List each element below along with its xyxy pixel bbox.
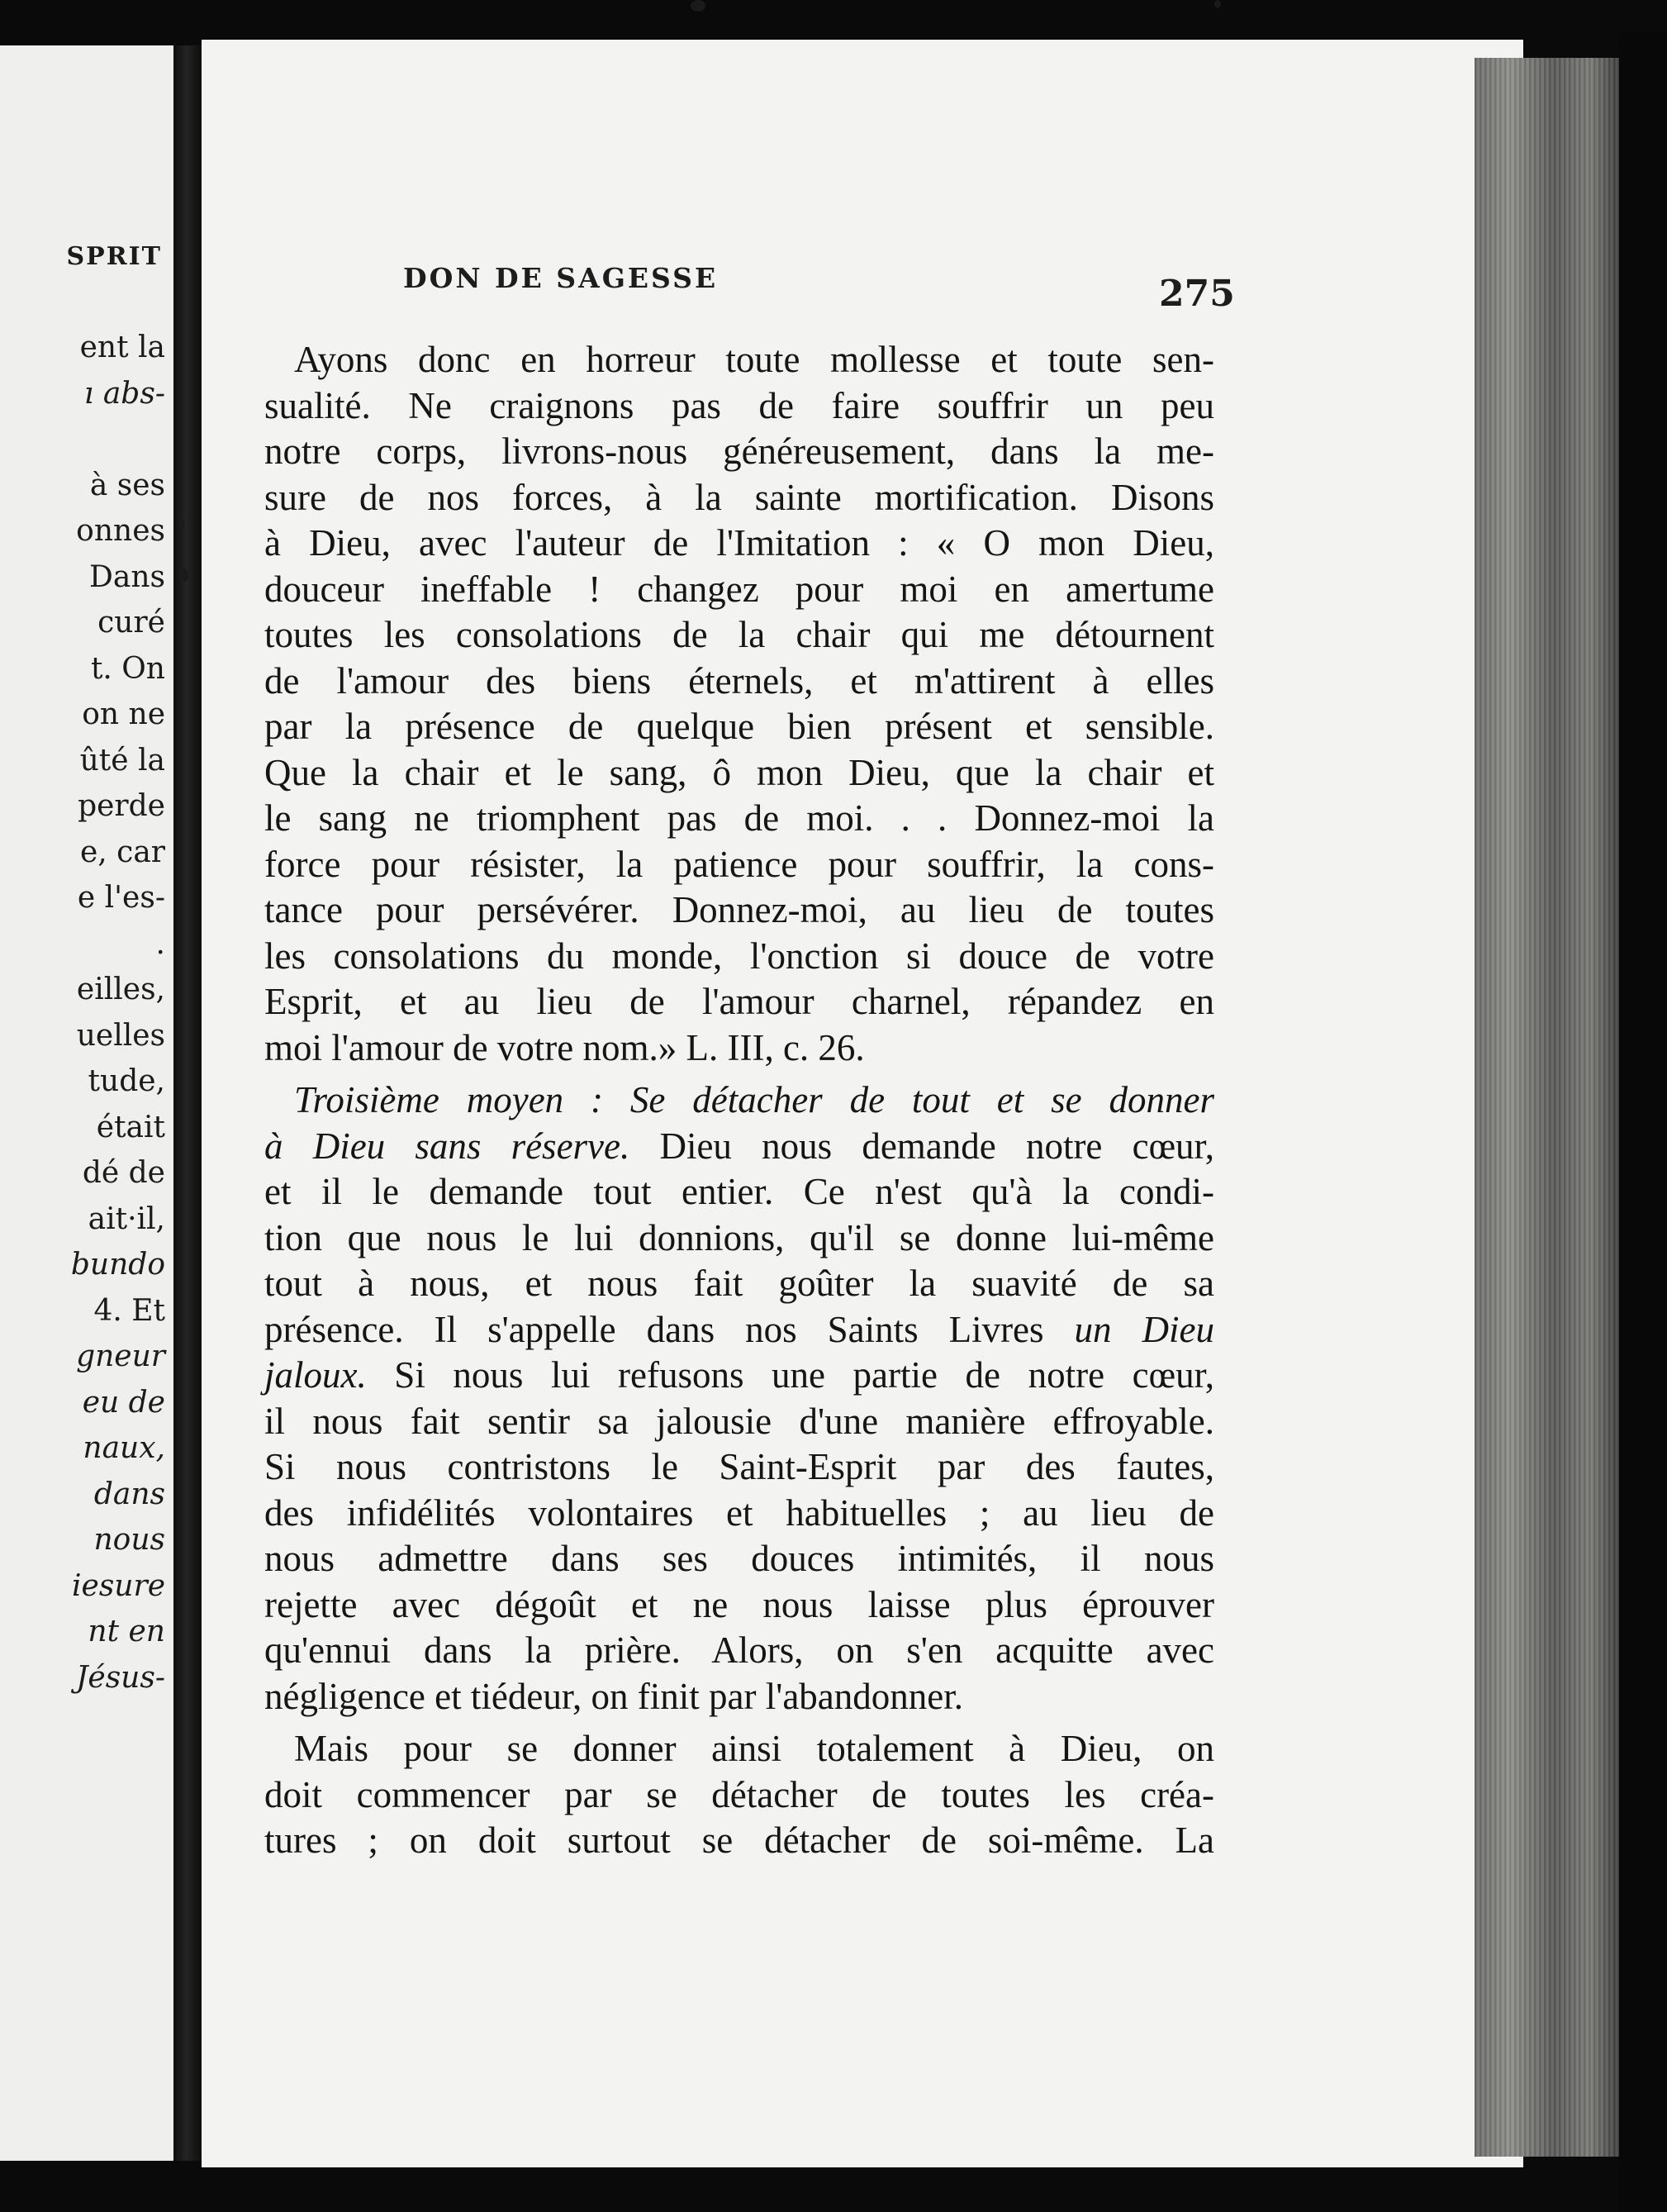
text-line: qu'ennui dans la prière. Alors, on s'en acquitte avec [264, 1629, 1214, 1671]
book-gutter [173, 45, 202, 2161]
text-line: doit commencer par se détacher de toutes les créa- [264, 1773, 1214, 1815]
text-line: force pour résister, la patience pour souffrir, la cons- [264, 843, 1214, 885]
previous-page-line: Dans [89, 559, 165, 594]
previous-page-line: ait·il, [88, 1201, 165, 1236]
text-line: notre corps, livrons-nous généreusement, dans la me- [264, 431, 1214, 472]
text-line: jaloux. Si nous lui refusons une partie de notre cœur, [264, 1354, 1214, 1396]
scan-border [1619, 33, 1667, 2212]
previous-page-line: onnes [76, 514, 165, 548]
previous-page-line: on ne [82, 697, 165, 731]
previous-page-line: uelles [76, 1018, 165, 1053]
paragraph-2-lines-b [264, 1399, 1214, 1720]
paragraph-1 [264, 337, 1214, 1071]
text-line: présence. Il s'appelle dans nos Saints Livres un Dieu [264, 1308, 1214, 1350]
text-line: à Dieu, avec l'auteur de l'Imitation : « O mon Dieu, [264, 522, 1214, 564]
previous-page-line: tude, [88, 1064, 165, 1098]
previous-page-line: nous [93, 1523, 165, 1557]
text-line: les consolations du monde, l'onction si douce de votre [264, 935, 1214, 977]
previous-page-fragment [0, 45, 173, 2161]
text-line: tures ; on doit surtout se détacher de soi-même. La [264, 1820, 1214, 1861]
paragraph-2-lines-a [264, 1169, 1214, 1307]
previous-page-line: e l'es- [77, 881, 165, 915]
text-line: Que la chair et le sang, ô mon Dieu, que la chair et [264, 751, 1214, 793]
text-line: sualité. Ne craignons pas de faire souffrir un peu [264, 384, 1214, 426]
previous-page-line: naux, [83, 1431, 165, 1465]
text-line: à Dieu sans réserve. Dieu nous demande notre cœur, [264, 1125, 1214, 1167]
text-line: douceur ineffable ! changez pour moi en amertume [264, 568, 1214, 610]
text-line: sure de nos forces, à la sainte mortification. Disons [264, 476, 1214, 518]
previous-page-line: était [96, 1110, 165, 1144]
page-edge-stack [1475, 58, 1619, 2157]
text-line: négligence et tiédeur, on finit par l'abandonner. [264, 1675, 963, 1717]
previous-page-line: ı abs- [83, 376, 165, 411]
scan-speck [180, 568, 188, 582]
text-line: par la présence de quelque bien présent et sensible. [264, 706, 1214, 747]
body-text [264, 337, 1214, 1864]
text-line: nous admettre dans ses douces intimités, il nous [264, 1538, 1214, 1579]
previous-page-line: dé de [82, 1156, 165, 1190]
text-line: il nous fait sentir sa jalousie d'une manière effroyable. [264, 1400, 1214, 1442]
previous-page-line: ûté la [79, 743, 165, 778]
text-line: de l'amour des biens éternels, et m'attirent à elles [264, 659, 1214, 702]
text-line: le sang ne triomphent pas de moi. . . Donnez-moi la [264, 797, 1214, 839]
previous-page-line: Jésus- [75, 1660, 165, 1695]
previous-page-line: perde [78, 789, 165, 823]
paragraph-2 [264, 1077, 1214, 1720]
scan-speck [1214, 0, 1221, 8]
previous-page-line: . [155, 926, 165, 961]
paragraph-2-heading: Troisième moyen : Se détacher de tout et se donner [294, 1079, 1214, 1120]
previous-page-line: bundo [70, 1248, 165, 1282]
previous-page-line: nt en [88, 1615, 165, 1648]
text-line: Ayons donc en horreur toute mollesse et toute sen- [294, 339, 1214, 380]
scan-speck [180, 521, 185, 527]
previous-page-line: curé [97, 606, 165, 640]
text-line: tion que nous le lui donnions, qu'il se donne lui-même [264, 1216, 1214, 1258]
text-line: Esprit, et au lieu de l'amour charnel, répandez en [264, 981, 1214, 1022]
paragraph-3 [264, 1726, 1214, 1864]
running-head: DON DE SAGESSE [403, 262, 719, 294]
text-line: rejette avec dégoût et ne nous laisse plus éprouver [264, 1583, 1214, 1625]
previous-page-running-head: SPRIT [66, 242, 162, 271]
text-line: et il le demande tout entier. Ce n'est qu'à la condi- [264, 1171, 1214, 1212]
text-line: moi l'amour de votre nom.» L. III, c. 26. [264, 1026, 865, 1068]
previous-page-line: à ses [89, 468, 165, 502]
previous-page-line: eilles, [76, 973, 165, 1006]
text-line: Mais pour se donner ainsi totalement à Dieu, on [294, 1728, 1214, 1769]
text-line: des infidélités volontaires et habituelles ; au lieu de [264, 1491, 1214, 1534]
text-line: tance pour persévérer. Donnez-moi, au lieu de toutes [264, 889, 1214, 930]
previous-page-line: eu de [82, 1385, 165, 1420]
previous-page-line: e, car [79, 835, 165, 869]
text-line: tout à nous, et nous fait goûter la suavité de sa [264, 1263, 1214, 1304]
previous-page-line: 4. Et [93, 1293, 165, 1328]
previous-page-line: gneur [76, 1339, 165, 1373]
page-number: 275 [1159, 273, 1235, 315]
previous-page-line: dans [93, 1477, 165, 1511]
text-line: toutes les consolations de la chair qui me détournent [264, 614, 1214, 655]
previous-page-line: iesure [72, 1568, 165, 1603]
previous-page-line: t. On [90, 651, 165, 686]
previous-page-line: ent la [79, 331, 165, 364]
text-line: Si nous contristons le Saint-Esprit par des fautes, [264, 1446, 1214, 1487]
scan-speck [691, 0, 705, 12]
